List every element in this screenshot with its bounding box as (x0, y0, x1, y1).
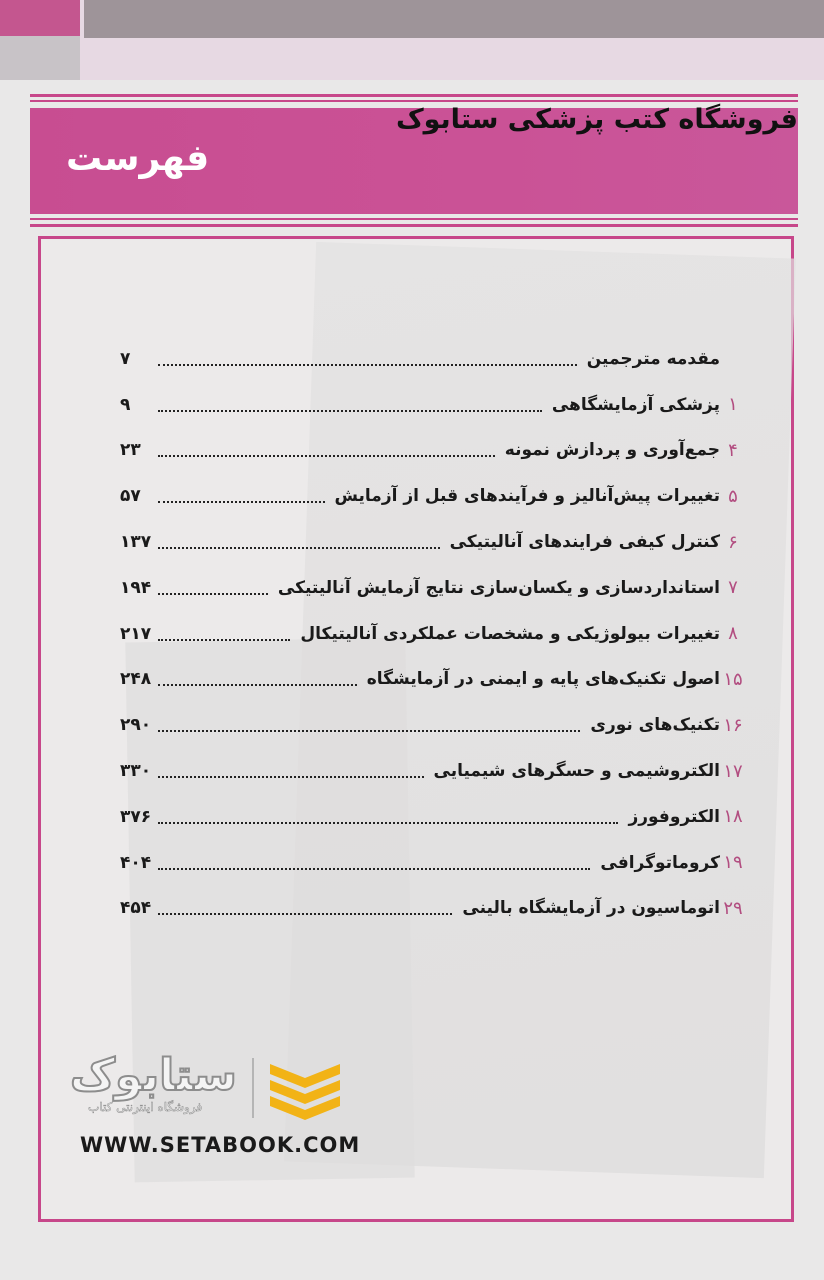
logo-wordmark: ستابوک (70, 1050, 237, 1101)
dot-leader (158, 352, 577, 366)
toc-entry (120, 886, 743, 932)
dot-leader (158, 901, 452, 915)
page-number: ۵۷ (120, 486, 141, 507)
dot-leader (158, 627, 290, 641)
page-number: ۳۳۰ (120, 761, 152, 782)
page-number: ۷ (120, 348, 131, 369)
chapter-title: اتوماسیون در آزمایشگاه بالینی (462, 898, 720, 919)
dot-leader (158, 489, 325, 503)
dot-leader (158, 581, 268, 595)
toc-entry (120, 611, 738, 657)
chapter-number: ۱۵ (723, 668, 743, 690)
chapter-title: اصول تکنیک‌های پایه و ایمنی در آزمایشگاه (366, 669, 720, 690)
dot-leader (158, 398, 542, 412)
toc-entry (120, 428, 738, 474)
dot-leader (158, 535, 440, 549)
header-rule-top-thin (30, 100, 798, 102)
store-name: فروشگاه کتب پزشکی ستابوک (395, 104, 798, 135)
page-number: ۲۴۸ (120, 669, 152, 690)
logo-divider (252, 1058, 254, 1118)
chapter-title: مقدمه مترجمین (586, 348, 720, 369)
chapter-title: الکتروشیمی و حسگرهای شیمیایی (433, 761, 720, 782)
page-number: ۳۷۶ (120, 806, 152, 827)
chapter-number: ۱۷ (723, 760, 743, 782)
page-number: ۱۹۴ (120, 577, 152, 598)
page-number: ۲۹۰ (120, 715, 152, 736)
chapter-title: استانداردسازی و یکسان‌سازی نتایج آزمایش آنالیتیکی (277, 577, 720, 598)
top-band-right (80, 0, 824, 80)
toc-entry (120, 382, 738, 428)
chapter-number: ۱۹ (723, 852, 743, 874)
header-rule-top (30, 94, 798, 97)
chapter-number: ۸ (728, 623, 738, 645)
dot-leader (158, 764, 424, 778)
toc-entry (120, 702, 743, 748)
book-stack-icon (264, 1056, 346, 1120)
chapter-title: پزشکی آزمایشگاهی (551, 394, 720, 415)
chapter-number: ۴ (728, 439, 738, 461)
page-number: ۴۵۴ (120, 898, 152, 919)
page-number: ۹ (120, 394, 131, 415)
header-rule-bottom (30, 224, 798, 227)
chapter-title: تغییرات پیش‌آنالیز و فرآیندهای قبل از آزمایش (334, 486, 720, 507)
chapter-title: کنترل کیفی فرایندهای آنالیتیکی (449, 532, 720, 553)
chapter-title: جمع‌آوری و پردازش نمونه (504, 440, 720, 461)
chapter-number: ۷ (728, 577, 738, 599)
chapter-title: الکتروفورز (628, 806, 720, 827)
chapter-number: ۶ (728, 531, 738, 553)
toc-entry (120, 519, 738, 565)
chapter-title: کروماتوگرافی (600, 852, 720, 873)
toc-entry (120, 748, 743, 794)
dot-leader (158, 443, 495, 457)
page-title: فهرست (66, 138, 210, 179)
chapter-number: ۱۸ (723, 806, 743, 828)
top-band-left (0, 0, 80, 80)
logo-subtitle: فروشگاه اینترنتی کتاب (88, 1100, 203, 1114)
dot-leader (158, 718, 580, 732)
toc-entry (120, 336, 720, 382)
site-url[interactable]: WWW.SETABOOK.COM (80, 1133, 361, 1157)
dot-leader (158, 810, 618, 824)
chapter-number: ۱ (728, 394, 738, 416)
toc-entry (120, 794, 743, 840)
table-of-contents (120, 336, 743, 931)
page-number: ۲۱۷ (120, 623, 152, 644)
page-number: ۴۰۴ (120, 852, 152, 873)
chapter-number: ۱۶ (723, 714, 743, 736)
page-number: ۲۳ (120, 440, 141, 461)
toc-entry (120, 840, 743, 886)
chapter-number: ۵ (728, 485, 738, 507)
chapter-title: تکنیک‌های نوری (590, 715, 720, 736)
header-rule-bottom-thin (30, 218, 798, 220)
toc-entry (120, 565, 738, 611)
chapter-number: ۲۹ (723, 897, 743, 919)
toc-entry (120, 657, 743, 703)
page-number: ۱۳۷ (120, 532, 152, 553)
chapter-title: تغییرات بیولوژیکی و مشخصات عملکردی آنالیتیکال (300, 623, 720, 644)
dot-leader (158, 856, 590, 870)
dot-leader (158, 672, 357, 686)
toc-entry (120, 473, 738, 519)
